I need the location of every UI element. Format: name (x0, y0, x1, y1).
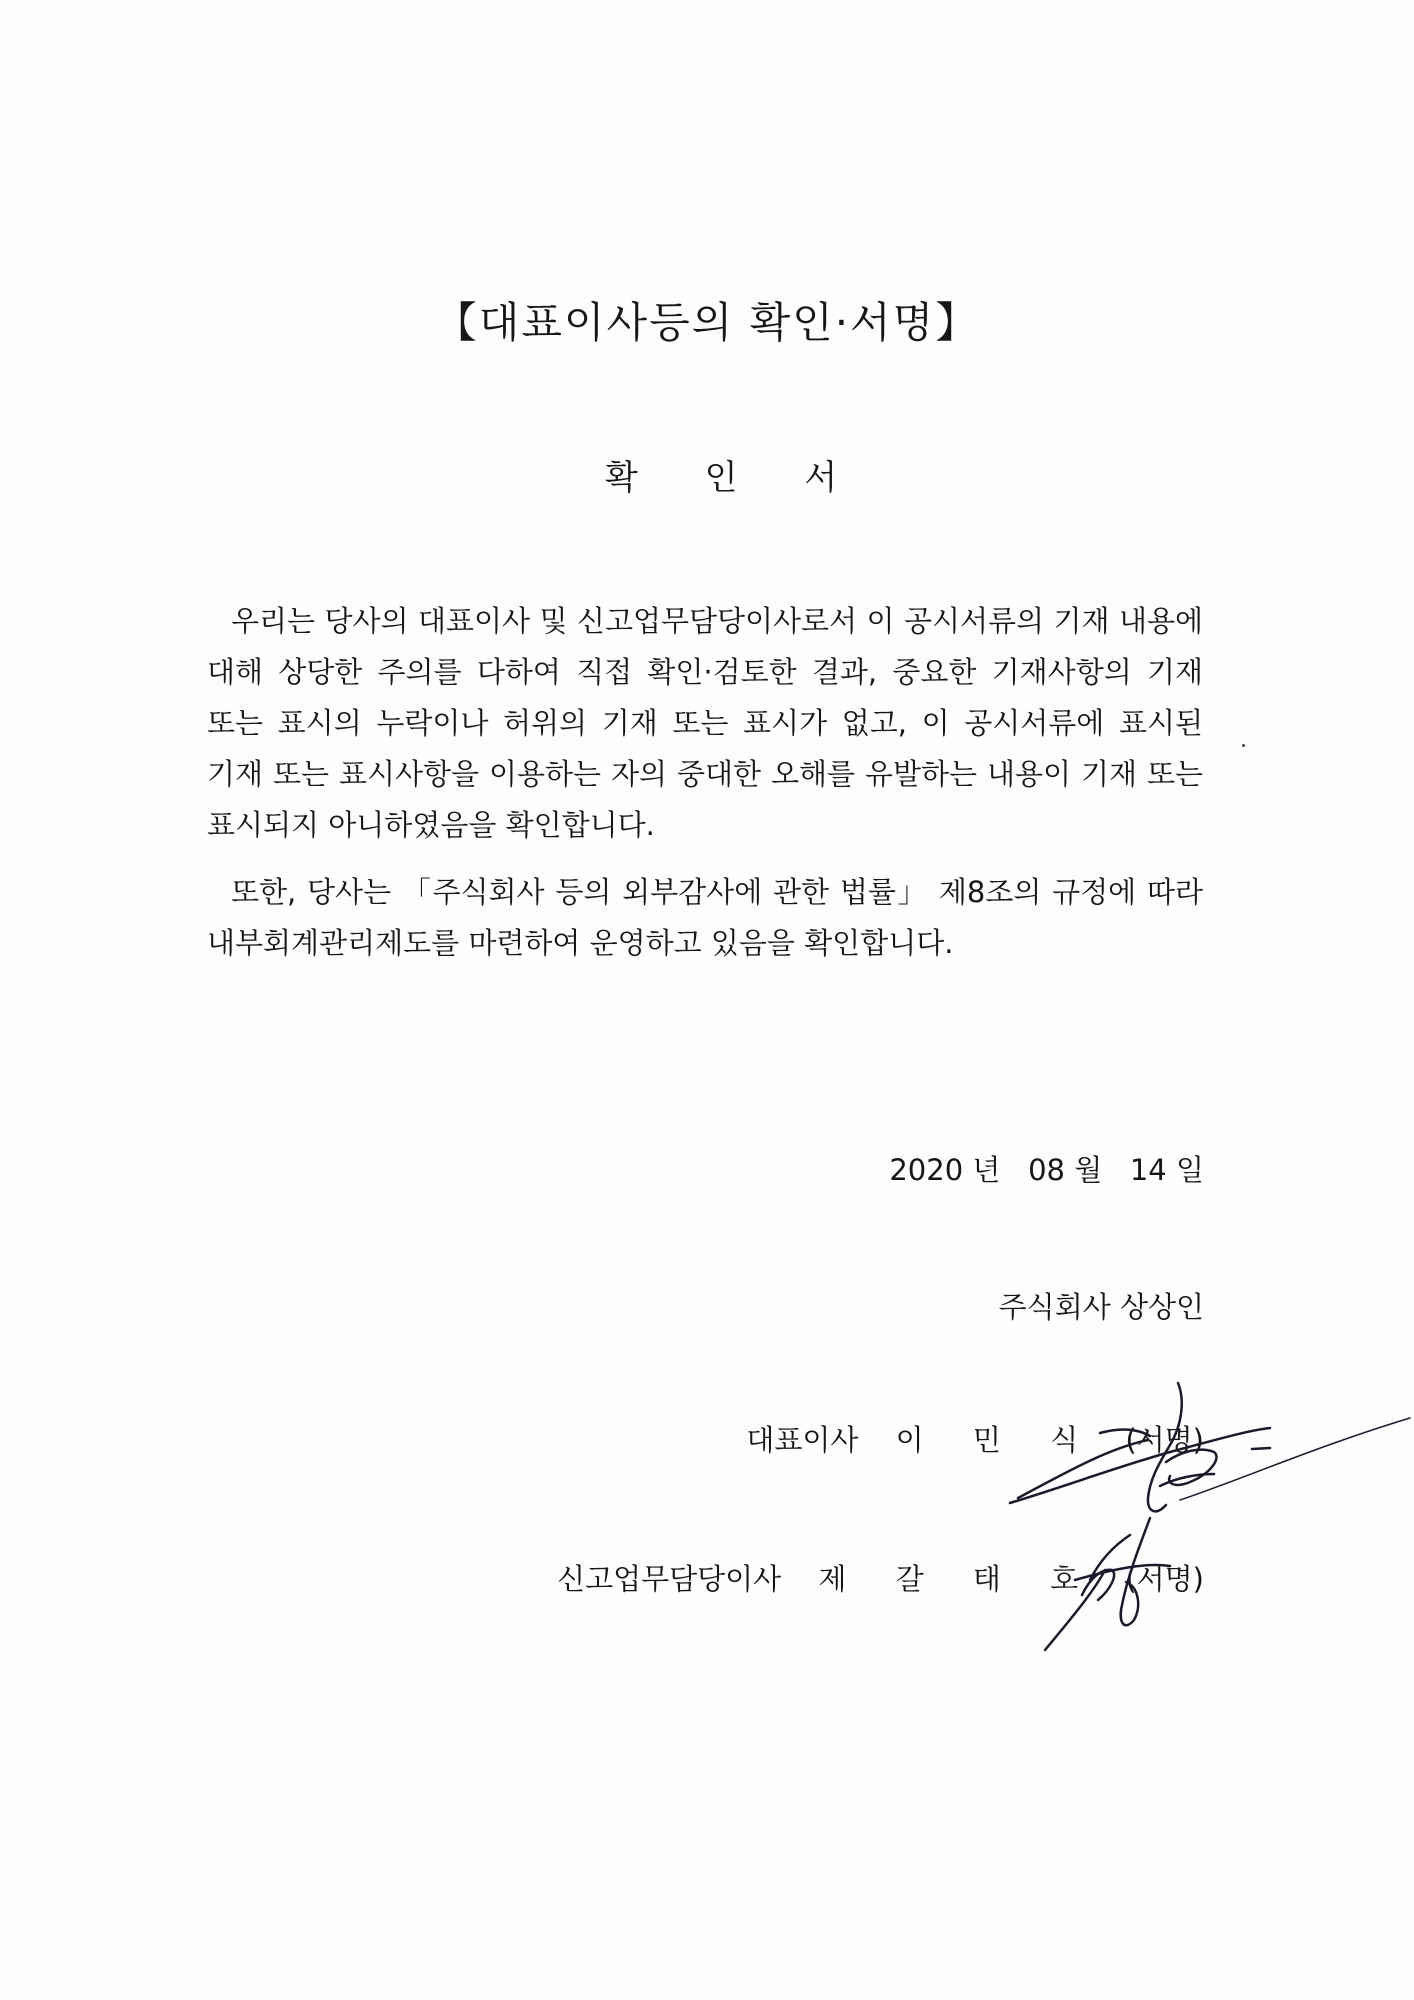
date-month: 08 (1028, 1153, 1065, 1187)
signer-row-ceo (746, 1418, 1204, 1459)
confirmation-paragraph-text: 우리는 당사의 대표이사 및 신고업무담당이사로서 이 공시서류의 기재 내용에 대해 상당한 주의를 다하여 직접 확인·검토한 결과, 중요한 기재사항의 기재 또는 표시의 누락이나 허위의 기재 또는 표시가 없고, 이 공시서류에 표시된 기재 또는 표시사항을 이용하는 자의 중대한 오해를 유발하는 내용이 기재 또는 표시되지 아니하였음을 확인합니다. (207, 604, 1203, 842)
signature-stroke (1160, 1474, 1214, 1486)
signature-label: (서명) (1125, 1423, 1204, 1457)
confirmation-paragraph (207, 596, 1203, 851)
signer-name: 이 민 식 (895, 1423, 1099, 1457)
document-subtitle: 확 인 서 (604, 458, 866, 498)
internal-control-paragraph-text: 또한, 당사는 「주식회사 등의 외부감사에 관한 법률」 제8조의 규정에 따라 내부회계관리제도를 마련하여 운영하고 있음을 확인합니다. (207, 875, 1203, 960)
signer-role: 대표이사 (746, 1423, 859, 1457)
date-month-unit: 월 (1074, 1153, 1103, 1187)
date-day: 14 (1129, 1153, 1167, 1187)
date-year: 2020 (889, 1153, 964, 1187)
internal-control-paragraph (207, 867, 1203, 969)
document-date (889, 1148, 1204, 1189)
signature-stroke (1252, 1448, 1270, 1449)
signer-name: 제 갈 태 호 (818, 1562, 1099, 1596)
date-year-unit: 년 (972, 1153, 1001, 1187)
signer-role: 신고업무담당이사 (557, 1562, 782, 1596)
signature-stroke (1180, 1418, 1410, 1500)
scan-speck (1242, 744, 1245, 747)
date-day-unit: 일 (1175, 1153, 1204, 1187)
signature-label: (서명) (1125, 1562, 1204, 1596)
company-name: 주식회사 상상인 (998, 1290, 1204, 1324)
document-title: 【대표이사등의 확인·서명】 (434, 298, 980, 347)
signer-row-disclosure-officer (557, 1557, 1204, 1598)
